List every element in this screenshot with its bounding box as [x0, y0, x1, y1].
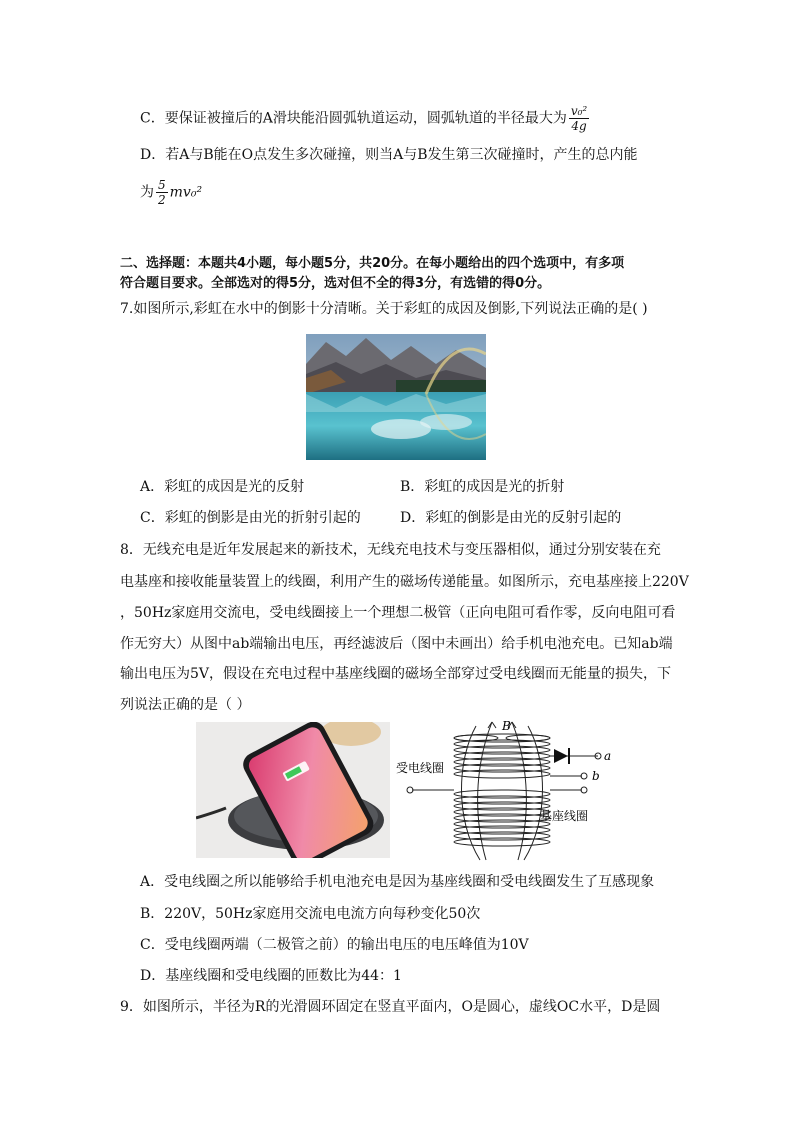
q6-option-d-line1: D．若A与B能在O点发生多次碰撞，则当A与B发生第三次碰撞时，产生的总内能 — [140, 147, 638, 163]
q7-option-d: D．彩虹的倒影是由光的反射引起的 — [400, 510, 622, 526]
label-receiving-coil: 受电线圈 — [396, 761, 445, 775]
q8-stem-line6: 列说法正确的是（ ） — [120, 697, 251, 713]
fraction-denominator: 4g — [571, 119, 587, 133]
fraction-denominator: 2 — [158, 193, 166, 207]
fraction-numerator: v₀² — [570, 104, 588, 118]
q6-option-d-suffix: mv₀² — [169, 184, 203, 201]
q8-option-b: B．220V，50Hz家庭用交流电电流方向每秒变化50次 — [140, 906, 481, 922]
rainbow-lake-photo — [306, 334, 486, 460]
q6-option-d-line2 — [140, 178, 202, 207]
q7-option-b: B．彩虹的成因是光的折射 — [400, 479, 565, 495]
q8-stem-line3: ，50Hz家庭用交流电，受电线圈接上一个理想二极管（正向电阻可看作零，反向电阻可看 — [120, 605, 676, 621]
q8-stem-line4: 作无穷大）从图中ab端输出电压，再经滤波后（图中未画出）给手机电池充电。已知ab端 — [120, 636, 673, 652]
q6-option-c-fraction — [569, 104, 589, 133]
q7-stem: 7.如图所示,彩虹在水中的倒影十分清晰。关于彩虹的成因及倒影,下列说法正确的是( ) — [120, 301, 648, 317]
q8-option-a: A．受电线圈之所以能够给手机电池充电是因为基座线圈和受电线圈发生了互感现象 — [140, 874, 655, 890]
section2-line1: 二、选择题：本题共4小题，每小题5分，共20分。在每小题给出的四个选项中，有多项 — [120, 256, 625, 271]
wireless-charger-photo — [196, 722, 390, 858]
label-terminal-a: a — [604, 749, 612, 763]
fraction-numerator: 5 — [158, 178, 166, 192]
label-terminal-b: b — [592, 769, 600, 783]
diode-icon — [554, 748, 569, 764]
q9-stem-line1: 9．如图所示，半径为R的光滑圆环固定在竖直平面内，O是圆心，虚线OC水平，D是圆 — [120, 999, 661, 1015]
q8-option-c: C．受电线圈两端（二极管之前）的输出电压的电压峰值为10V — [140, 937, 529, 953]
q8-stem-line5: 输出电压为5V，假设在充电过程中基座线圈的磁场全部穿过受电线圈而无能量的损失，下 — [120, 666, 672, 682]
receiving-coil — [454, 734, 550, 778]
q6-option-d-prefix: 为 — [140, 184, 154, 201]
q7-option-c: C．彩虹的倒影是由光的折射引起的 — [140, 510, 361, 526]
q8-option-d: D．基座线圈和受电线圈的匝数比为44：1 — [140, 968, 402, 984]
q8-stem-line1: 8．无线充电是近年发展起来的新技术，无线充电技术与变压器相似，通过分别安装在充 — [120, 542, 661, 558]
section2-line2: 符合题目要求。全部选对的得5分，选对但不全的得3分，有选错的得0分。 — [120, 276, 551, 291]
label-b-field: B — [502, 719, 511, 733]
q6-option-c-text: C．要保证被撞后的A滑块能沿圆弧轨道运动，圆弧轨道的半径最大为 — [140, 110, 567, 127]
q7-option-a: A．彩虹的成因是光的反射 — [140, 479, 305, 495]
q6-option-c — [140, 104, 591, 133]
label-base-coil: 基座线圈 — [540, 809, 589, 823]
base-coil — [454, 790, 550, 846]
q6-option-d-fraction — [156, 178, 168, 207]
q8-stem-line2: 电基座和接收能量装置上的线圈，利用产生的磁场传递能量。如图所示，充电基座接上220V — [120, 574, 689, 590]
coil-diagram — [394, 718, 624, 864]
